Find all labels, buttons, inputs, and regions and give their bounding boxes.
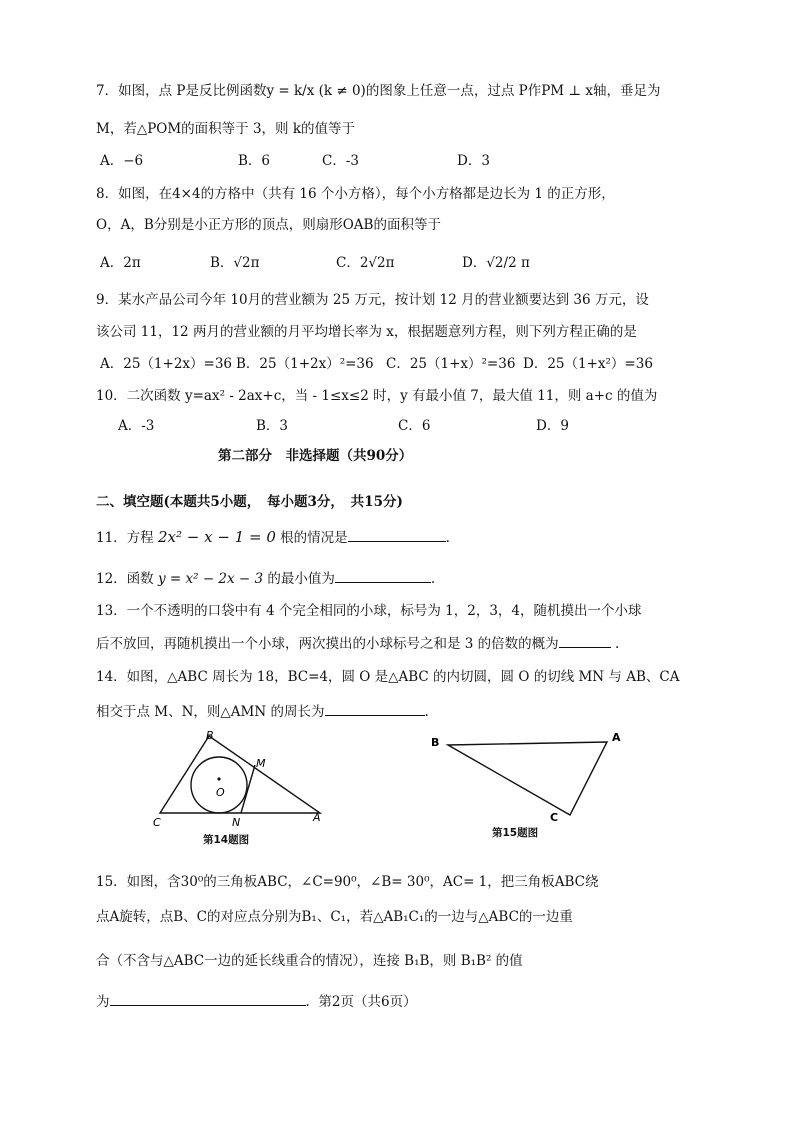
fig15-label-b: B: [431, 736, 440, 749]
q7-option-b: B．6: [238, 153, 271, 169]
q15-line2: 点A旋转，点B、C的对应点分别为B₁、C₁，若△AB₁C₁的一边与△ABC的一边重: [96, 909, 573, 925]
q7-option-c: C．-3: [322, 153, 359, 169]
fig14-incircle: [191, 757, 247, 813]
q8-option-b: B．√2π: [210, 255, 260, 271]
fig14-label-n: N: [232, 816, 241, 829]
q15-answer-blank[interactable]: [110, 991, 306, 1006]
q9-option-a: A．25（1+2x）=36: [100, 356, 233, 372]
q9-line1: 9．某水产品公司今年 10月的营业额为 25 万元，按计划 12 月的营业额要达到 36 万元，设: [96, 292, 649, 308]
q15-line4: 为 . 第2页（共6页）: [96, 991, 417, 1011]
fig14-label-a: A: [313, 811, 321, 824]
q12-prefix: 12．函数: [96, 571, 154, 587]
q8-option-a: A．2π: [100, 255, 141, 271]
q12-suffix: 的最小值为: [267, 571, 335, 587]
fig14-label-m: M: [256, 757, 266, 770]
q8-line1: 8．如图，在4×4的方格中（共有 16 个小方格），每个小方格都是边长为 1 的正方形，: [96, 186, 615, 202]
q13-line1: 13．一个不透明的口袋中有 4 个完全相同的小球，标号为 1，2，3，4，随机摸出一个小球: [96, 603, 642, 619]
q12-formula: y = x² − 2x − 3: [157, 571, 264, 587]
q10-option-c: C．6: [398, 418, 431, 434]
q14-line1: 14．如图，△ABC 周长为 18，BC=4，圆 O 是△ABC 的内切圆，圆 O 的切线 MN 与 AB、CA: [96, 669, 680, 685]
figure-14: [150, 725, 330, 830]
q10-line1: 10．二次函数 y=ax² - 2ax+c，当 - 1≤x≤2 时，y 有最小值 7，最大值 11，则 a+c 的值为: [96, 388, 658, 404]
q11-formula: 2x² − x − 1 = 0: [157, 528, 276, 546]
q11-prefix: 11．方程: [96, 530, 154, 546]
q13-line2: 后不放回，再随机摸出一个小球，两次摸出的小球标号之和是 3 的倍数的概为 .: [96, 633, 619, 653]
q8-option-d: D．√2/2 π: [462, 255, 530, 271]
fig15-caption: 第15题图: [492, 827, 539, 839]
q10-option-b: B．3: [256, 418, 289, 434]
q13-answer-blank[interactable]: [559, 633, 611, 648]
page-info: 第2页（共6页）: [318, 994, 417, 1010]
q8-line2: O，A，B分别是小正方形的顶点，则扇形OAB的面积等于: [96, 217, 441, 233]
q11-suffix: 根的情况是: [280, 530, 348, 546]
q9-line2: 该公司 11，12 两月的营业额的月平均增长率为 x，根据题意列方程，则下列方程正确的是: [96, 324, 637, 340]
q14-line2: 相交于点 M、N，则△AMN 的周长为 .: [96, 701, 429, 721]
q7-line1: 7．如图，点 P是反比例函数y = k/x (k ≠ 0)的图象上任意一点，过点 P作PM ⊥ x轴，垂足为: [96, 83, 661, 99]
q15-line1: 15．如图，含30⁰的三角板ABC，∠C=90⁰，∠B= 30⁰，AC= 1，把三角板ABC绕: [96, 874, 599, 890]
q7-option-d: D．3: [457, 153, 490, 169]
section2-title: 二、填空题(本题共5小题， 每小题3分， 共15分): [96, 494, 403, 510]
fig15-label-a: A: [612, 731, 621, 744]
q9-option-d: D．25（1+x²）=36: [523, 356, 653, 372]
q9-option-c: C．25（1+x）²=36: [386, 356, 516, 372]
q11-line: 11．方程 2x² − x − 1 = 0 根的情况是 .: [96, 528, 450, 546]
q10-option-d: D．9: [536, 418, 569, 434]
fig14-label-o: O: [216, 786, 225, 799]
q11-answer-blank[interactable]: [348, 527, 446, 542]
q8-option-c: C．2√2π: [336, 255, 395, 271]
q9-option-b: B．25（1+2x）²=36: [236, 356, 374, 372]
figure-15: [425, 728, 635, 823]
fig14-tangent-mn: [241, 765, 255, 813]
q10-option-a: A．-3: [118, 418, 155, 434]
fig14-center-point: [217, 777, 220, 780]
q15-line3: 合（不含与△ABC一边的延长线重合的情况），连接 B₁B，则 B₁B² 的值: [96, 953, 523, 969]
fig15-triangle: [448, 742, 607, 815]
q7-option-a: A．−6: [100, 153, 144, 169]
fig15-label-c: C: [550, 811, 559, 823]
fig14-triangle: [160, 736, 320, 813]
q12-line: 12．函数 y = x² − 2x − 3 的最小值为 .: [96, 568, 435, 588]
q12-answer-blank[interactable]: [335, 568, 431, 583]
q7-line2: M，若△POM的面积等于 3，则 k的值等于: [96, 121, 356, 137]
fig14-caption: 第14题图: [203, 834, 250, 846]
q14-answer-blank[interactable]: [325, 701, 425, 716]
part2-title: 第二部分 非选择题（共90分）: [218, 448, 413, 464]
fig14-label-c: C: [153, 816, 161, 829]
fig14-label-b: B: [206, 729, 214, 742]
